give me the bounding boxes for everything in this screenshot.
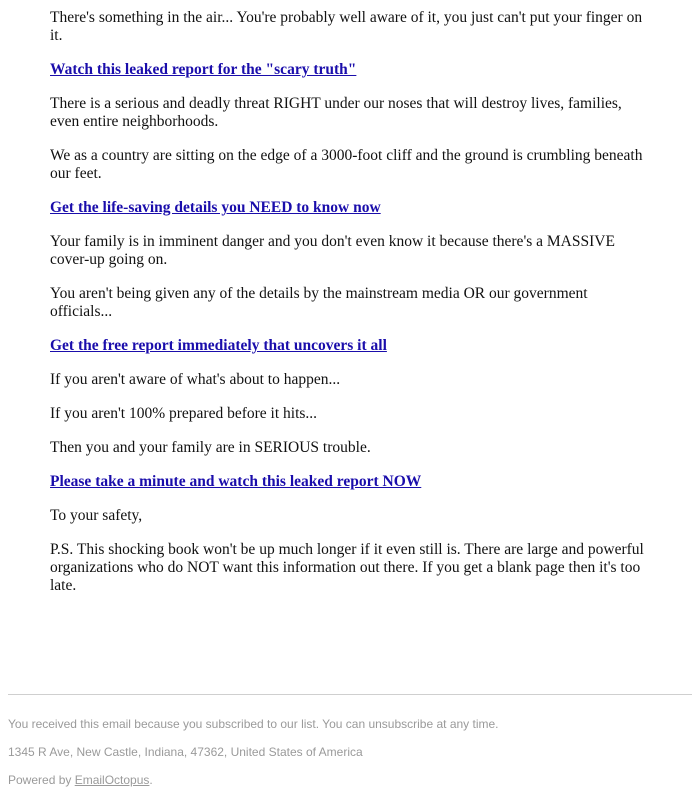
powered-by-prefix: Powered by: [8, 773, 75, 787]
powered-by-suffix: .: [149, 773, 153, 787]
body-paragraph: There's something in the air... You're probably well aware of it, you just can't put your finger on it.: [50, 9, 643, 44]
emailoctopus-link[interactable]: EmailOctopus: [74, 773, 150, 787]
cta-link-free-report[interactable]: Get the free report immediately that uncovers it all: [50, 337, 387, 354]
sign-off: To your safety,: [50, 507, 143, 524]
body-paragraph: There is a serious and deadly threat RIGHT under our noses that will destroy lives, families, even entire neighborhoods.: [50, 95, 622, 130]
sender-address: 1345 R Ave, New Castle, Indiana, 47362, United States of America: [8, 745, 363, 759]
postscript-paragraph: P.S. This shocking book won't be up much longer if it even still is. There are large and powerful organizations who do NOT want this information out there. If you get a blank page then it's too late.: [50, 541, 644, 594]
body-paragraph: Then you and your family are in SERIOUS trouble.: [50, 439, 371, 456]
body-paragraph: If you aren't aware of what's about to happen...: [50, 371, 341, 388]
subscription-notice: You received this email because you subscribed to our list. You can unsubscribe at any time.: [8, 717, 499, 731]
cta-link-scary-truth[interactable]: Watch this leaked report for the "scary truth": [50, 61, 357, 78]
footer-divider: [8, 694, 692, 695]
cta-link-leaked-report[interactable]: Please take a minute and watch this leaked report NOW: [50, 473, 422, 490]
powered-by: [8, 773, 692, 787]
body-paragraph: We as a country are sitting on the edge of a 3000-foot cliff and the ground is crumbling beneath our feet.: [50, 147, 643, 182]
body-paragraph: Your family is in imminent danger and you don't even know it because there's a MASSIVE cover-up going on.: [50, 233, 615, 268]
cta-link-life-saving-details[interactable]: Get the life-saving details you NEED to know now: [50, 199, 381, 216]
body-paragraph: You aren't being given any of the details by the mainstream media OR our government officials...: [50, 285, 588, 320]
body-paragraph: If you aren't 100% prepared before it hits...: [50, 405, 318, 422]
